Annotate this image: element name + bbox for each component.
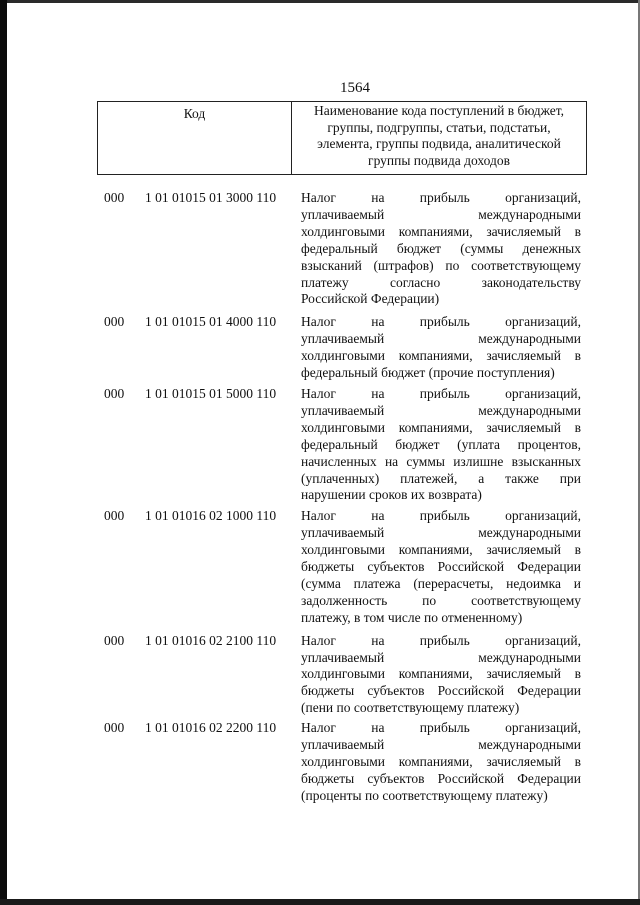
description-line: федеральный бюджет (уплата процентов, (301, 436, 581, 452)
description-line: Российской Федерации) (301, 291, 440, 307)
revenue-code-list (0, 190, 640, 805)
description-line: федеральный бюджет (прочие поступления) (301, 365, 555, 381)
scan-edge-bottom (0, 899, 640, 905)
column-header-row (98, 102, 587, 175)
description-line: уплачиваемый международными (301, 737, 581, 753)
column-header-table (97, 101, 587, 175)
revenue-code-description (301, 314, 581, 382)
description-line: Налог на прибыль организаций, (301, 385, 581, 401)
revenue-code: 1 01 01015 01 3000 110 (145, 190, 277, 205)
revenue-code-description (301, 720, 581, 805)
description-line: бюджеты субъектов Российской Федерации (301, 683, 581, 699)
description-line: уплачиваемый международными (301, 649, 581, 665)
revenue-code-entry (0, 633, 640, 718)
description-line: платежу согласно законодательству (301, 274, 581, 290)
description-line: Налог на прибыль организаций, (301, 314, 581, 330)
admin-code: 000 (104, 314, 125, 330)
scan-edge-top (0, 0, 640, 3)
description-line: холдинговыми компаниями, зачисляемый в (301, 223, 581, 239)
description-line: (проценты по соответствующему платежу) (301, 787, 548, 803)
description-line: платежу, в том числе по отмененному) (301, 609, 523, 625)
description-line: (пени по соответствующему платежу) (301, 700, 520, 716)
admin-code: 000 (104, 190, 125, 205)
description-line: (уплаченных) платежей, а также при (301, 470, 581, 486)
revenue-code-entry (0, 190, 640, 308)
admin-code: 000 (104, 720, 125, 736)
revenue-code-description (301, 190, 581, 308)
revenue-code-description (301, 633, 581, 718)
revenue-code: 1 01 01015 01 5000 110 (145, 385, 277, 401)
admin-code: 000 (104, 385, 125, 401)
description-line: уплачиваемый международными (301, 402, 581, 418)
description-line: Налог на прибыль организаций, (301, 632, 581, 648)
description-line: уплачиваемый международными (301, 206, 581, 222)
description-line: Налог на прибыль организаций, (301, 190, 581, 205)
revenue-code-entry (0, 314, 640, 382)
description-line: холдинговыми компаниями, зачисляемый в (301, 542, 581, 558)
description-line: бюджеты субъектов Российской Федерации (301, 559, 581, 575)
revenue-code-entry (0, 508, 640, 626)
description-line: бюджеты субъектов Российской Федерации (301, 770, 581, 786)
revenue-code-description (301, 386, 581, 504)
description-line: Налог на прибыль организаций, (301, 720, 581, 736)
description-line: (сумма платежа (перерасчеты, недоимка и (301, 575, 581, 591)
description-line: холдинговыми компаниями, зачисляемый в (301, 666, 581, 682)
revenue-code: 1 01 01016 02 2100 110 (145, 632, 277, 648)
description-line: нарушении сроков их возврата) (301, 487, 482, 503)
description-line: федеральный бюджет (суммы денежных (301, 240, 581, 256)
revenue-code-entry (0, 386, 640, 504)
revenue-code: 1 01 01016 02 1000 110 (145, 508, 277, 524)
description-line: холдинговыми компаниями, зачисляемый в (301, 348, 581, 364)
description-line: уплачиваемый международными (301, 331, 581, 347)
admin-code: 000 (104, 508, 125, 524)
description-line: задолженность по соответствующему (301, 592, 581, 608)
description-line: взысканий (штрафов) по соответствующему (301, 257, 581, 273)
description-line: холдинговыми компаниями, зачисляемый в (301, 754, 581, 769)
revenue-code: 1 01 01015 01 4000 110 (145, 314, 277, 330)
revenue-code: 1 01 01016 02 2200 110 (145, 720, 277, 736)
revenue-code-description (301, 508, 581, 626)
admin-code: 000 (104, 632, 125, 648)
description-line: холдинговыми компаниями, зачисляемый в (301, 419, 581, 435)
description-line: уплачиваемый международными (301, 525, 581, 541)
revenue-code-entry (0, 720, 640, 805)
description-line: начисленных на суммы излишне взысканных (301, 453, 581, 469)
code-column-header: Код (98, 102, 292, 175)
page-number: 1564 (340, 80, 370, 96)
name-column-header: Наименование кода поступлений в бюджет, группы, подгруппы, статьи, подстатьи, элемента, группы подвида, аналитической группы подвида доходов (292, 102, 587, 175)
description-line: Налог на прибыль организаций, (301, 508, 581, 524)
